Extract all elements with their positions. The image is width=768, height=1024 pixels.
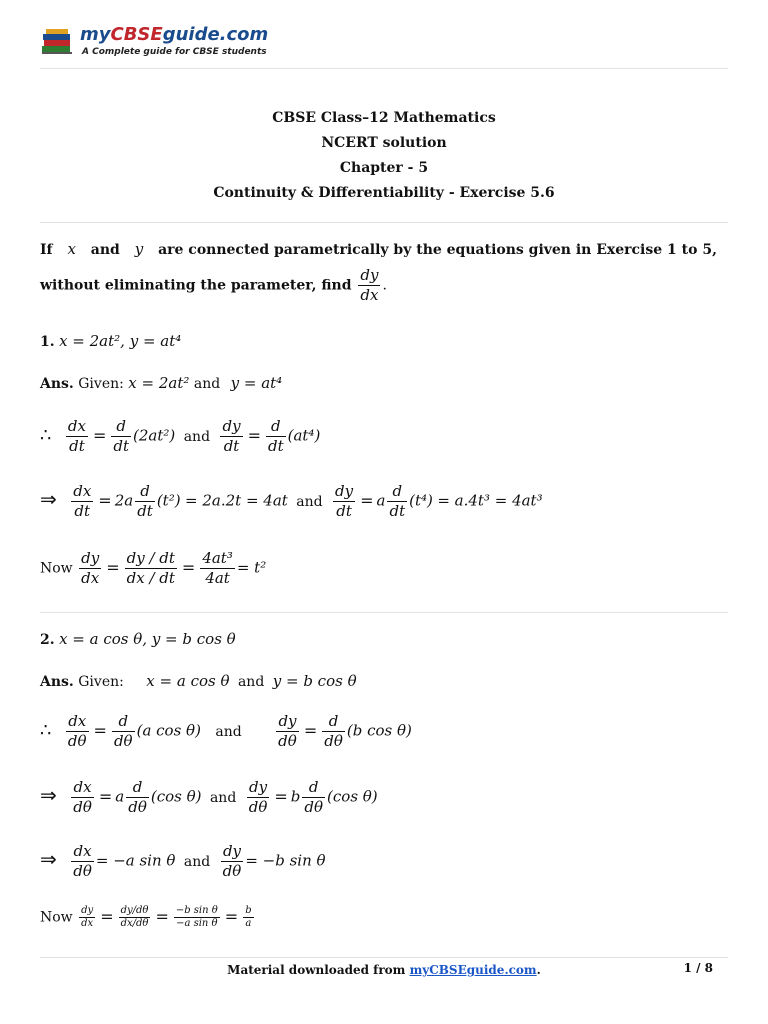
q2-step-1: ∴ $\frac{dx}{d\theta}$ = $\frac{d}{d\theta}$ (a cos θ) and $\frac{dy}{d\theta}$ = $\frac{d}{d\theta}$ (b cos θ) [40,712,412,750]
q1-step-2: ⇒ $\frac{dx}{dt}$ = 2a $\frac{d}{dt}$ (t²) = 2a.2t = 4at and $\frac{dy}{dt}$ = a $\frac{d}{dt}$ (t⁴) = a.4t³ = 4at³ [40,482,543,520]
q1-given: Ans. Given: x = 2at² and y = at⁴ [40,374,283,392]
logo-subtitle: A Complete guide for CBSE students [82,47,267,57]
divider [40,222,728,223]
page-footer: Material downloaded from myCBSEguide.com. [227,963,541,977]
logo-title: myCBSEguide.com [80,24,269,45]
q2-step-3: ⇒ $\frac{dx}{d\theta}$ = −a sin θ and $\frac{dy}{d\theta}$ = −b sin θ [40,842,326,880]
dy-dx-fraction: $\frac{dy}{dx}$ [360,266,379,304]
intro-line-1: If x and y are connected parametrically by the equations given in Exercise 1 to 5, [40,240,717,258]
header-ncert: NCERT solution [321,135,447,151]
header-class: CBSE Class–12 Mathematics [272,110,496,126]
q1-result: Now $\frac{dy}{dx}$ = $\frac{dy / dt}{dx / dt}$ = $\frac{\text{4at³}}{4at}$ = t² [40,549,267,587]
header-chapter: Chapter - 5 [339,160,429,176]
footer-link[interactable]: myCBSEguide.com [409,963,537,977]
intro-line-2: without eliminating the parameter, find $\frac{dy}{dx}$ . [40,266,387,304]
q2-question: 2. x = a cos θ, y = b cos θ [40,630,236,648]
divider [40,957,728,958]
divider [40,68,728,69]
divider [40,612,728,613]
page-number: 1 / 8 [683,961,713,975]
header-exercise: Continuity & Differentiability - Exercise 5.6 [213,185,555,201]
q2-result: Now $\frac{dy}{dx}$ = $\frac{dy/d\theta}{dx/d\theta}$ = $\frac{\text{−b sin θ}}{\text{−a sin θ}}$ = $\frac{b}{a}$ [40,905,252,929]
site-logo[interactable] [40,22,280,62]
q1-step-1: ∴ $\frac{dx}{dt}$ = $\frac{d}{dt}$ (2at²) and $\frac{dy}{dt}$ = $\frac{d}{dt}$ (at⁴) [40,417,321,455]
q2-step-2: ⇒ $\frac{dx}{d\theta}$ = a $\frac{d}{d\theta}$ (cos θ) and $\frac{dy}{d\theta}$ = b $\frac{d}{d\theta}$ (cos θ) [40,778,378,816]
document-header [0,106,768,206]
q2-given: Ans. Given: x = a cos θ and y = b cos θ [40,672,357,690]
books-icon [40,26,74,56]
q1-question: 1. x = 2at², y = at⁴ [40,332,182,350]
